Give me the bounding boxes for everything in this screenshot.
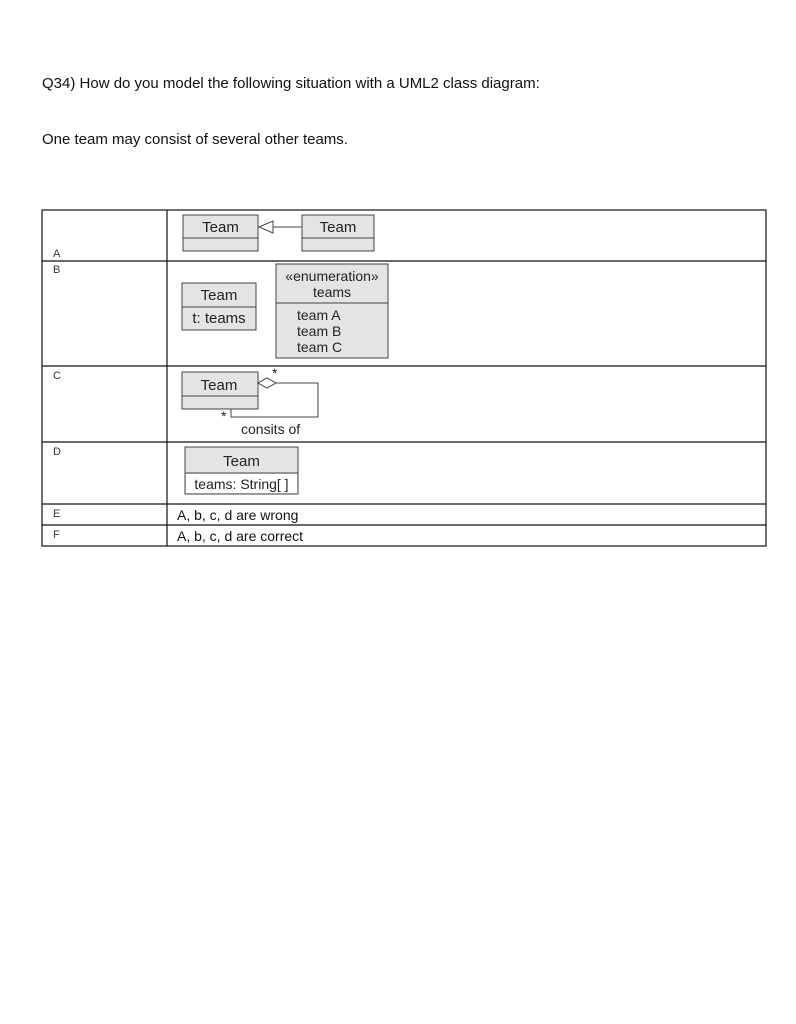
option-label-e: E: [53, 508, 61, 520]
generalization-arrowhead: [259, 221, 273, 233]
association-label: consits of: [241, 421, 301, 437]
class-name-team: Team: [200, 377, 238, 394]
class-name-team-right: Team: [319, 219, 357, 236]
option-label-b: B: [53, 264, 61, 276]
multiplicity-bottom: *: [221, 408, 227, 424]
enum-value-1: team B: [297, 323, 342, 339]
enum-value-0: team A: [297, 307, 341, 323]
class-attribute-t-teams: t: teams: [192, 310, 246, 327]
class-name-team: Team: [223, 453, 260, 470]
option-d-diagram: [185, 447, 298, 494]
question-title: Q34) How do you model the following situation with a UML2 class diagram:: [42, 75, 540, 92]
question-prompt: One team may consist of several other teams.: [42, 131, 348, 148]
multiplicity-top: *: [272, 365, 278, 381]
option-label-c: C: [53, 370, 61, 382]
option-label-d: D: [53, 446, 61, 458]
class-attribute-teams: teams: String[ ]: [194, 476, 289, 492]
enum-value-2: team C: [297, 339, 343, 355]
enum-name: teams: [312, 284, 352, 300]
enum-stereotype: «enumeration»: [285, 268, 379, 284]
option-label-f: F: [53, 529, 60, 541]
option-label-a: A: [53, 248, 61, 260]
option-c-diagram: [182, 365, 318, 437]
class-name-team-left: Team: [202, 219, 239, 236]
option-f-text: A, b, c, d are correct: [177, 528, 304, 544]
option-e-text: A, b, c, d are wrong: [177, 507, 299, 523]
option-b-diagram: [182, 264, 388, 358]
class-name-team: Team: [200, 287, 238, 304]
option-a-diagram: [183, 215, 374, 251]
